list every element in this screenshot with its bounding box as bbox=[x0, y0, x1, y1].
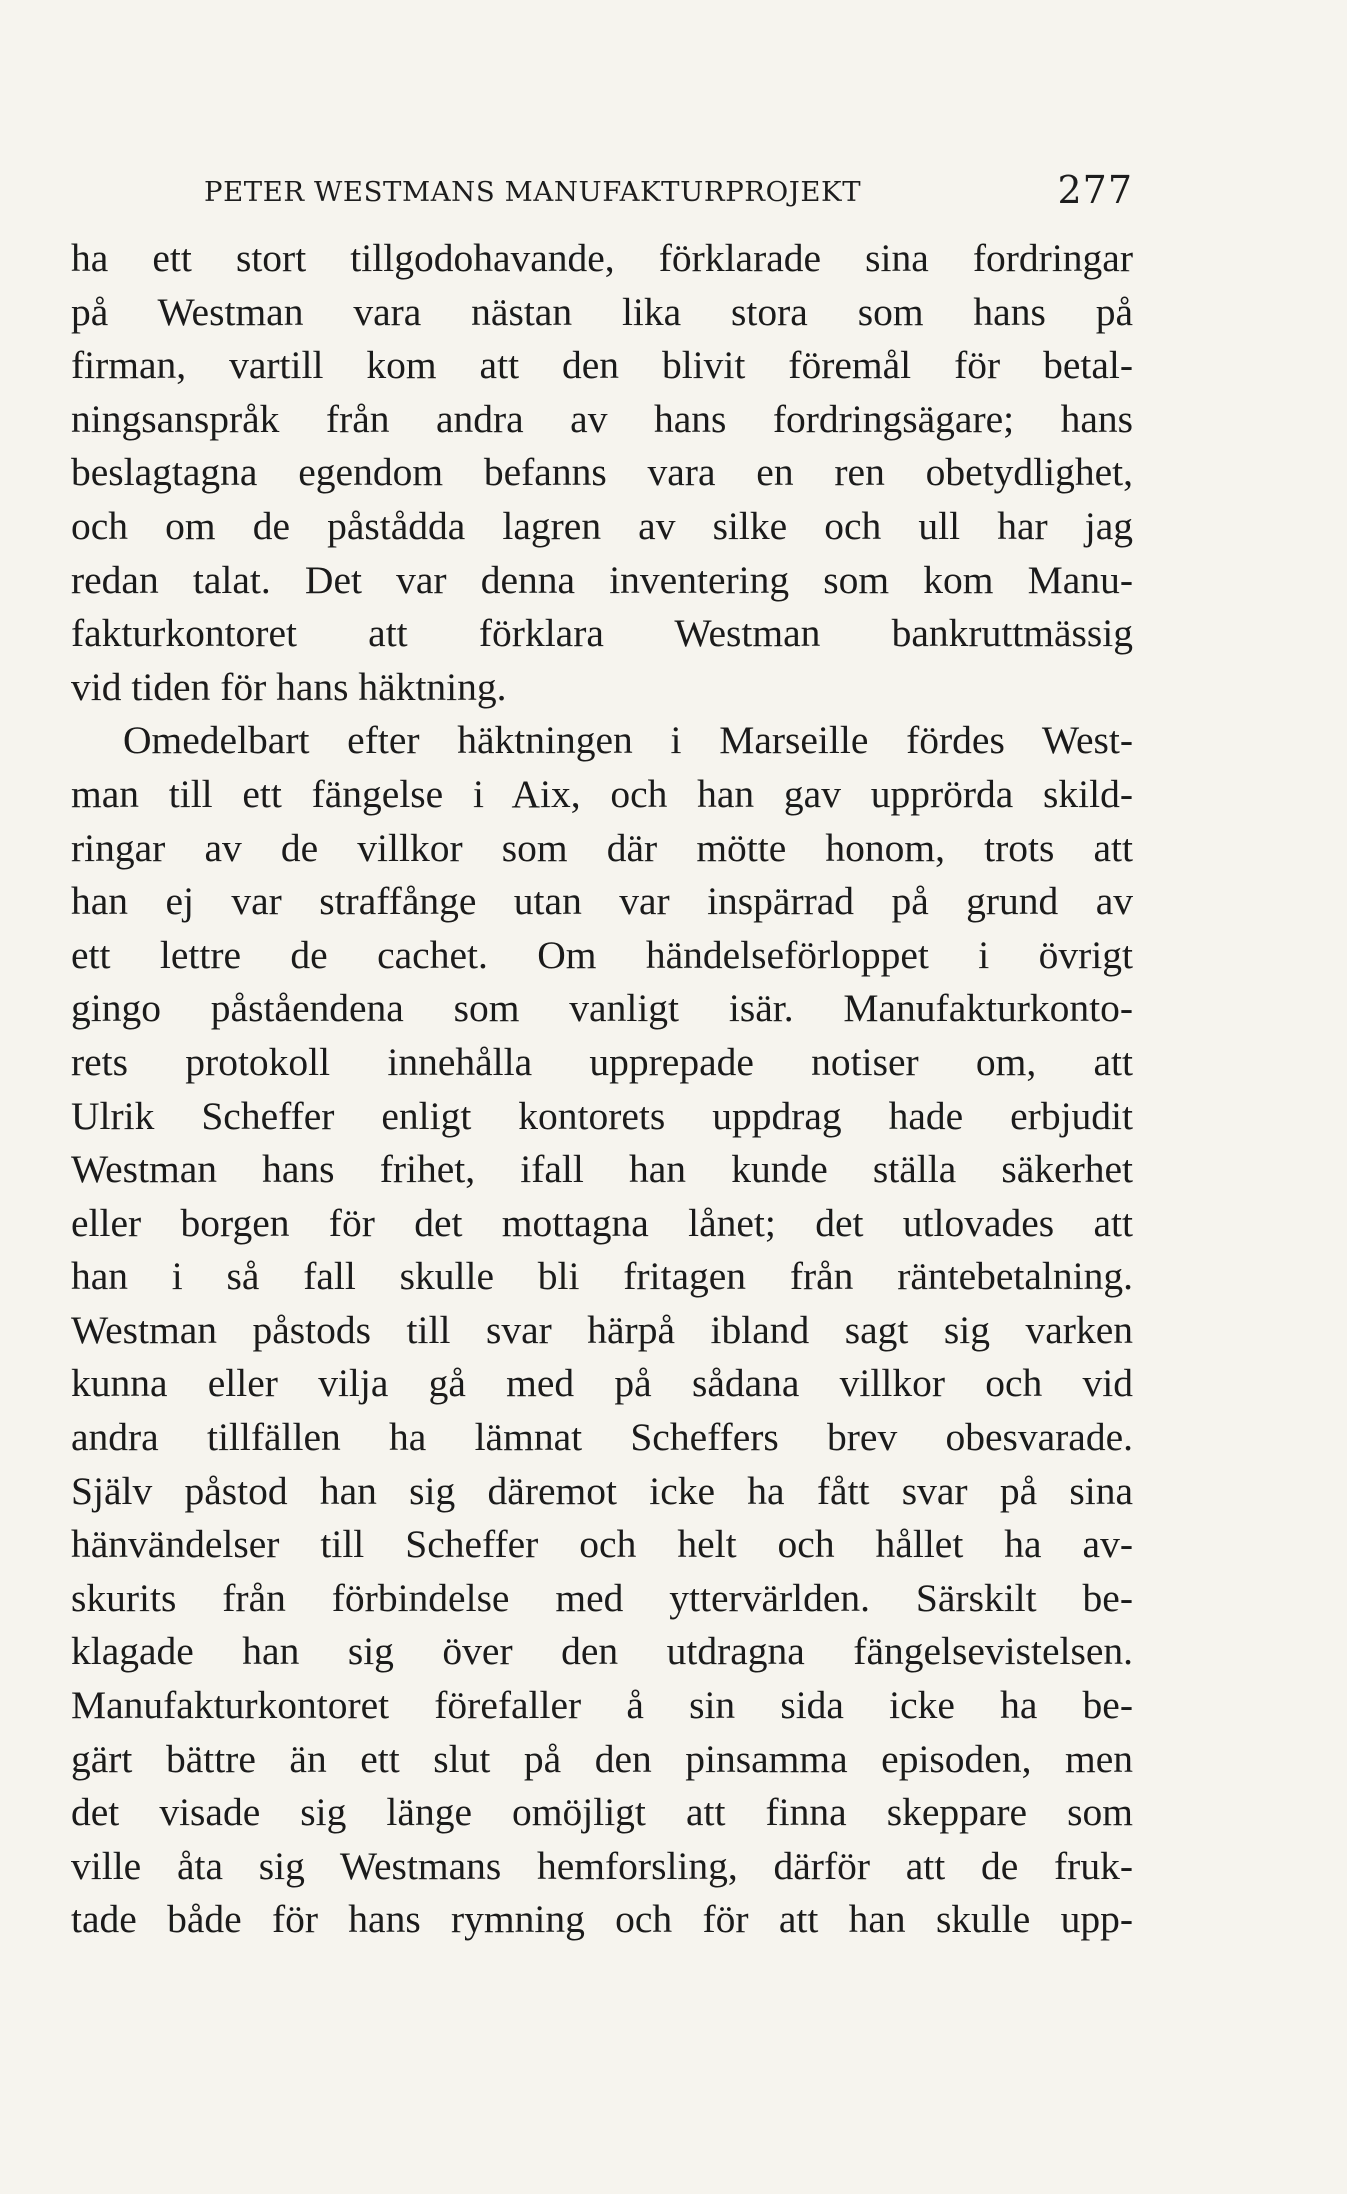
text-line: ett lettre de cachet. Om händelseförloppet i övrigt bbox=[71, 932, 1133, 977]
text-line: Själv påstod han sig däremot icke ha fått svar på sina bbox=[71, 1468, 1133, 1513]
text-line: redan talat. Det var denna inventering som kom Manu- bbox=[71, 557, 1133, 602]
running-title: PETER WESTMANS MANUFAKTURPROJEKT bbox=[204, 176, 862, 208]
text-line: han ej var straffånge utan var inspärrad på grund av bbox=[71, 879, 1133, 924]
text-line: gingo påståendena som vanligt isär. Manufakturkonto- bbox=[71, 986, 1133, 1031]
text-line: fakturkontoret att förklara Westman bankruttmässig bbox=[71, 611, 1133, 656]
text-line: rets protokoll innehålla upprepade notiser om, att bbox=[71, 1039, 1133, 1084]
text-line: och om de påstådda lagren av silke och ull har jag bbox=[71, 503, 1133, 548]
text-line: man till ett fängelse i Aix, och han gav upprörda skild- bbox=[71, 771, 1133, 816]
page-number: 277 bbox=[1057, 168, 1133, 212]
running-head bbox=[71, 164, 1133, 224]
text-line: hänvändelser till Scheffer och helt och hållet ha av- bbox=[71, 1522, 1133, 1567]
text-line: eller borgen för det mottagna lånet; det utlovades att bbox=[71, 1200, 1133, 1245]
text-line: Manufakturkontoret förefaller å sin sida icke ha be- bbox=[71, 1683, 1133, 1728]
text-line: ringar av de villkor som där mötte honom, trots att bbox=[71, 825, 1133, 870]
text-line: tade både för hans rymning och för att han skulle upp- bbox=[71, 1897, 1133, 1942]
text-line: Omedelbart efter häktningen i Marseille fördes West- bbox=[123, 718, 1133, 763]
text-line: firman, vartill kom att den blivit föremål för betal- bbox=[71, 343, 1133, 388]
text-line: ningsanspråk från andra av hans fordringsägare; hans bbox=[71, 396, 1133, 441]
paragraph-2 bbox=[71, 714, 1133, 1947]
text-line: gärt bättre än ett slut på den pinsamma episoden, men bbox=[71, 1736, 1133, 1781]
text-line: Westman påstods till svar härpå ibland sagt sig varken bbox=[71, 1307, 1133, 1352]
text-line: skurits från förbindelse med yttervärlden. Särskilt be- bbox=[71, 1575, 1133, 1620]
text-line: andra tillfällen ha lämnat Scheffers brev obesvarade. bbox=[71, 1415, 1133, 1460]
text-line: på Westman vara nästan lika stora som hans på bbox=[71, 289, 1133, 334]
text-line: ha ett stort tillgodohavande, förklarade sina fordringar bbox=[71, 236, 1133, 280]
text-line: Ulrik Scheffer enligt kontorets uppdrag hade erbjudit bbox=[71, 1093, 1133, 1138]
text-line: det visade sig länge omöjligt att finna skeppare som bbox=[71, 1790, 1133, 1835]
body-text bbox=[71, 232, 1133, 1947]
paragraph-1 bbox=[71, 232, 1133, 714]
text-line: klagade han sig över den utdragna fängelsevistelsen. bbox=[71, 1629, 1133, 1674]
text-line: kunna eller vilja gå med på sådana villkor och vid bbox=[71, 1361, 1133, 1406]
text-line: beslagtagna egendom befanns vara en ren obetydlighet, bbox=[71, 450, 1133, 495]
text-line: vid tiden för hans häktning. bbox=[71, 664, 507, 709]
text-line: Westman hans frihet, ifall han kunde ställa säkerhet bbox=[71, 1147, 1133, 1192]
text-line: han i så fall skulle bli fritagen från räntebetalning. bbox=[71, 1254, 1133, 1299]
text-line: ville åta sig Westmans hemforsling, därför att de fruk- bbox=[71, 1843, 1133, 1888]
